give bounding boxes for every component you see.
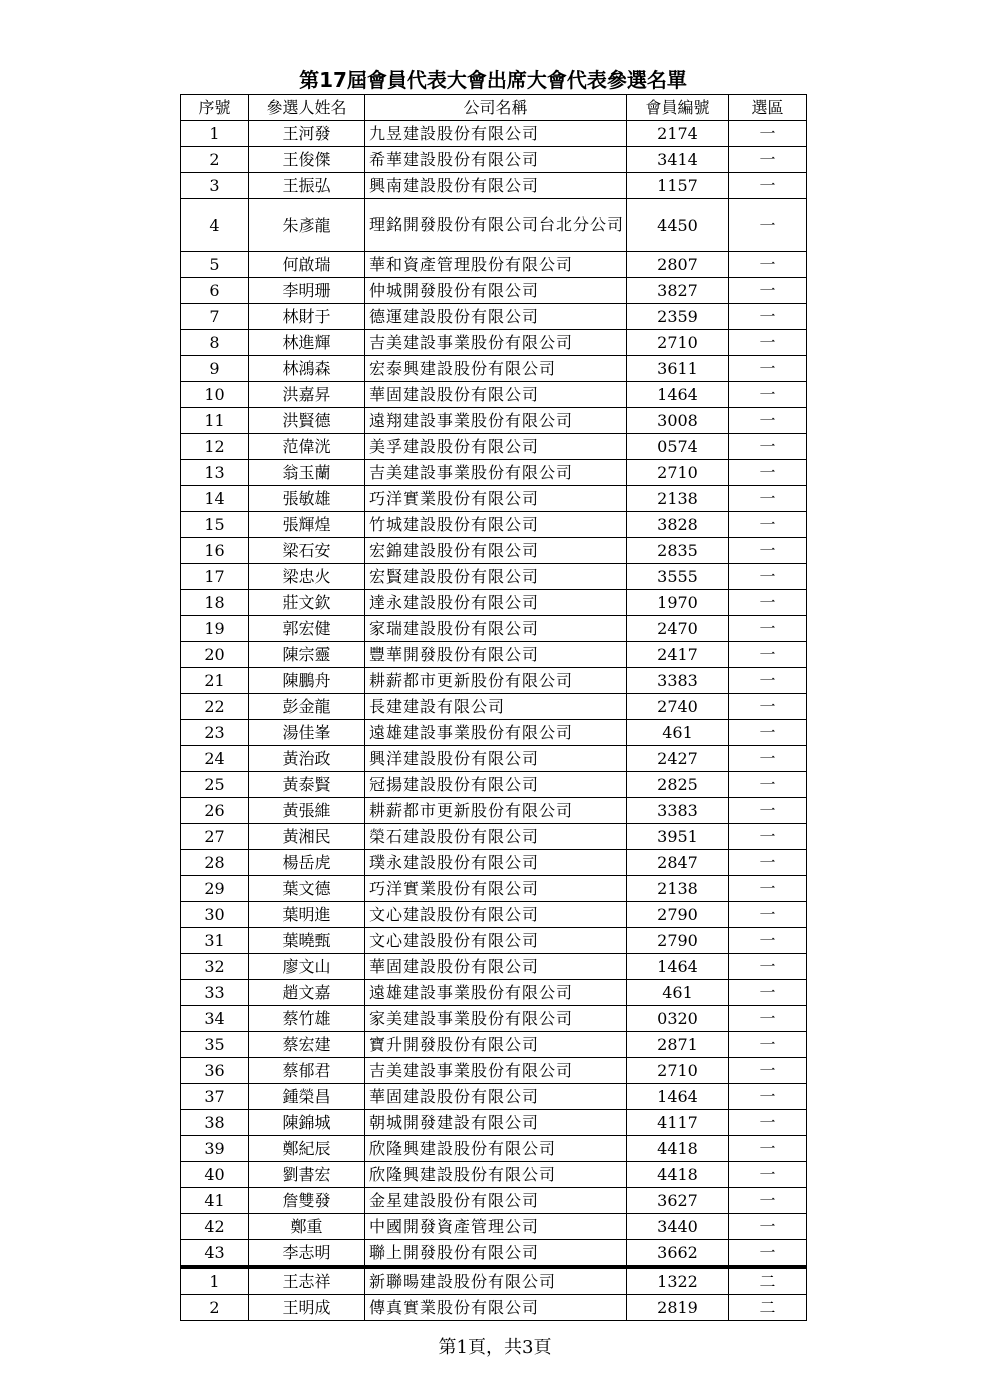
row-seq: 42 xyxy=(181,1214,249,1240)
member-number: 461 xyxy=(627,980,729,1006)
member-number: 4117 xyxy=(627,1110,729,1136)
candidate-name: 翁玉蘭 xyxy=(249,460,365,486)
table-row xyxy=(181,460,807,486)
company-name: 璞永建設股份有限公司 xyxy=(365,850,627,876)
candidate-name: 張敏雄 xyxy=(249,486,365,512)
candidate-name: 林鴻森 xyxy=(249,356,365,382)
row-seq: 8 xyxy=(181,330,249,356)
company-name: 德運建設股份有限公司 xyxy=(365,304,627,330)
company-name: 中國開發資產管理公司 xyxy=(365,1214,627,1240)
company-name: 遠雄建設事業股份有限公司 xyxy=(365,720,627,746)
candidate-name: 蔡郁君 xyxy=(249,1058,365,1084)
member-number: 461 xyxy=(627,720,729,746)
row-seq: 29 xyxy=(181,876,249,902)
table-body xyxy=(181,121,807,1321)
district: 一 xyxy=(729,1006,807,1032)
row-seq: 32 xyxy=(181,954,249,980)
company-name: 遠雄建設事業股份有限公司 xyxy=(365,980,627,1006)
row-seq: 16 xyxy=(181,538,249,564)
member-number: 3827 xyxy=(627,278,729,304)
candidate-name: 黃張維 xyxy=(249,798,365,824)
candidate-name: 林進輝 xyxy=(249,330,365,356)
candidate-name: 蔡宏建 xyxy=(249,1032,365,1058)
table-row xyxy=(181,876,807,902)
district: 一 xyxy=(729,668,807,694)
district: 一 xyxy=(729,564,807,590)
district: 一 xyxy=(729,382,807,408)
company-name: 巧洋實業股份有限公司 xyxy=(365,876,627,902)
row-seq: 31 xyxy=(181,928,249,954)
member-number: 1464 xyxy=(627,954,729,980)
candidate-name: 黃治政 xyxy=(249,746,365,772)
candidate-name: 葉明進 xyxy=(249,902,365,928)
table-row xyxy=(181,304,807,330)
district: 一 xyxy=(729,590,807,616)
candidate-name: 陳鵬舟 xyxy=(249,668,365,694)
member-number: 3414 xyxy=(627,147,729,173)
row-seq: 14 xyxy=(181,486,249,512)
row-seq: 35 xyxy=(181,1032,249,1058)
candidate-table xyxy=(180,94,807,1321)
company-name: 達永建設股份有限公司 xyxy=(365,590,627,616)
district: 二 xyxy=(729,1295,807,1321)
row-seq: 21 xyxy=(181,668,249,694)
row-seq: 37 xyxy=(181,1084,249,1110)
member-number: 3440 xyxy=(627,1214,729,1240)
member-number: 2790 xyxy=(627,928,729,954)
table-row xyxy=(181,1032,807,1058)
row-seq: 9 xyxy=(181,356,249,382)
company-name: 吉美建設事業股份有限公司 xyxy=(365,330,627,356)
table-row xyxy=(181,694,807,720)
row-seq: 18 xyxy=(181,590,249,616)
district: 一 xyxy=(729,616,807,642)
district: 一 xyxy=(729,173,807,199)
header-district: 選區 xyxy=(729,95,807,121)
company-name: 朝城開發建設有限公司 xyxy=(365,1110,627,1136)
member-number: 2819 xyxy=(627,1295,729,1321)
table-row xyxy=(181,147,807,173)
district: 一 xyxy=(729,798,807,824)
table-row xyxy=(181,278,807,304)
table-row xyxy=(181,902,807,928)
candidate-name: 鄭紀辰 xyxy=(249,1136,365,1162)
company-name: 遠翔建設事業股份有限公司 xyxy=(365,408,627,434)
member-number: 3627 xyxy=(627,1188,729,1214)
district: 一 xyxy=(729,199,807,252)
row-seq: 33 xyxy=(181,980,249,1006)
company-name: 榮石建設股份有限公司 xyxy=(365,824,627,850)
candidate-name: 何啟瑞 xyxy=(249,252,365,278)
row-seq: 40 xyxy=(181,1162,249,1188)
row-seq: 1 xyxy=(181,121,249,147)
candidate-name: 黃湘民 xyxy=(249,824,365,850)
district: 一 xyxy=(729,1188,807,1214)
member-number: 4418 xyxy=(627,1162,729,1188)
district: 一 xyxy=(729,252,807,278)
company-name: 耕薪都市更新股份有限公司 xyxy=(365,668,627,694)
row-seq: 11 xyxy=(181,408,249,434)
candidate-name: 楊岳虎 xyxy=(249,850,365,876)
row-seq: 17 xyxy=(181,564,249,590)
district: 一 xyxy=(729,954,807,980)
company-name: 竹城建設股份有限公司 xyxy=(365,512,627,538)
candidate-name: 林財于 xyxy=(249,304,365,330)
district: 一 xyxy=(729,486,807,512)
table-row xyxy=(181,512,807,538)
member-number: 3951 xyxy=(627,824,729,850)
district: 一 xyxy=(729,460,807,486)
member-number: 1970 xyxy=(627,590,729,616)
member-number: 2710 xyxy=(627,1058,729,1084)
member-number: 1464 xyxy=(627,382,729,408)
company-name: 理銘開發股份有限公司台北分公司 xyxy=(365,199,627,252)
member-number: 2417 xyxy=(627,642,729,668)
candidate-name: 王河發 xyxy=(249,121,365,147)
company-name: 宏錦建設股份有限公司 xyxy=(365,538,627,564)
table-row xyxy=(181,1267,807,1295)
table-row xyxy=(181,356,807,382)
district: 一 xyxy=(729,928,807,954)
member-number: 3828 xyxy=(627,512,729,538)
table-row xyxy=(181,1006,807,1032)
company-name: 豐華開發股份有限公司 xyxy=(365,642,627,668)
district: 一 xyxy=(729,434,807,460)
candidate-name: 鍾榮昌 xyxy=(249,1084,365,1110)
row-seq: 15 xyxy=(181,512,249,538)
district: 一 xyxy=(729,1214,807,1240)
row-seq: 5 xyxy=(181,252,249,278)
district: 一 xyxy=(729,512,807,538)
company-name: 華和資產管理股份有限公司 xyxy=(365,252,627,278)
row-seq: 38 xyxy=(181,1110,249,1136)
company-name: 欣隆興建設股份有限公司 xyxy=(365,1136,627,1162)
header-candidate-name: 參選人姓名 xyxy=(249,95,365,121)
member-number: 2807 xyxy=(627,252,729,278)
member-number: 3555 xyxy=(627,564,729,590)
row-seq: 41 xyxy=(181,1188,249,1214)
company-name: 宏泰興建設股份有限公司 xyxy=(365,356,627,382)
company-name: 宏賢建設股份有限公司 xyxy=(365,564,627,590)
company-name: 冠揚建設股份有限公司 xyxy=(365,772,627,798)
district: 一 xyxy=(729,408,807,434)
district: 一 xyxy=(729,694,807,720)
candidate-name: 廖文山 xyxy=(249,954,365,980)
company-name: 文心建設股份有限公司 xyxy=(365,902,627,928)
header-company-name: 公司名稱 xyxy=(365,95,627,121)
table-row xyxy=(181,1058,807,1084)
row-seq: 7 xyxy=(181,304,249,330)
company-name: 文心建設股份有限公司 xyxy=(365,928,627,954)
table-row xyxy=(181,798,807,824)
district: 一 xyxy=(729,330,807,356)
table-row xyxy=(181,980,807,1006)
member-number: 2138 xyxy=(627,876,729,902)
table-row xyxy=(181,772,807,798)
company-name: 聯上開發股份有限公司 xyxy=(365,1240,627,1268)
member-number: 2174 xyxy=(627,121,729,147)
table-row xyxy=(181,252,807,278)
table-row xyxy=(181,746,807,772)
district: 一 xyxy=(729,876,807,902)
table-row xyxy=(181,564,807,590)
row-seq: 4 xyxy=(181,199,249,252)
company-name: 金星建設股份有限公司 xyxy=(365,1188,627,1214)
district: 一 xyxy=(729,850,807,876)
company-name: 家美建設事業股份有限公司 xyxy=(365,1006,627,1032)
row-seq: 2 xyxy=(181,1295,249,1321)
district: 一 xyxy=(729,902,807,928)
row-seq: 30 xyxy=(181,902,249,928)
table-row xyxy=(181,720,807,746)
row-seq: 12 xyxy=(181,434,249,460)
candidate-name: 洪賢德 xyxy=(249,408,365,434)
table-row xyxy=(181,1162,807,1188)
member-number: 2871 xyxy=(627,1032,729,1058)
member-number: 2825 xyxy=(627,772,729,798)
district: 一 xyxy=(729,147,807,173)
page-number: 第1頁，共3頁 xyxy=(438,1337,552,1358)
district: 一 xyxy=(729,746,807,772)
candidate-name: 郭宏健 xyxy=(249,616,365,642)
member-number: 2835 xyxy=(627,538,729,564)
district: 一 xyxy=(729,1110,807,1136)
member-number: 3383 xyxy=(627,668,729,694)
company-name: 吉美建設事業股份有限公司 xyxy=(365,460,627,486)
table-row xyxy=(181,408,807,434)
member-number: 1464 xyxy=(627,1084,729,1110)
candidate-name: 黃泰賢 xyxy=(249,772,365,798)
row-seq: 3 xyxy=(181,173,249,199)
district: 一 xyxy=(729,1084,807,1110)
candidate-name: 陳宗靈 xyxy=(249,642,365,668)
district: 一 xyxy=(729,1162,807,1188)
row-seq: 27 xyxy=(181,824,249,850)
district: 一 xyxy=(729,1240,807,1268)
table-row xyxy=(181,173,807,199)
company-name: 寶升開發股份有限公司 xyxy=(365,1032,627,1058)
table-row xyxy=(181,382,807,408)
member-number: 1322 xyxy=(627,1267,729,1295)
candidate-name: 李志明 xyxy=(249,1240,365,1268)
candidate-name: 王振弘 xyxy=(249,173,365,199)
candidate-name: 湯佳峯 xyxy=(249,720,365,746)
row-seq: 22 xyxy=(181,694,249,720)
company-name: 欣隆興建設股份有限公司 xyxy=(365,1162,627,1188)
member-number: 2710 xyxy=(627,330,729,356)
member-number: 2427 xyxy=(627,746,729,772)
member-number: 3662 xyxy=(627,1240,729,1268)
row-seq: 25 xyxy=(181,772,249,798)
company-name: 長建建設有限公司 xyxy=(365,694,627,720)
district: 一 xyxy=(729,121,807,147)
member-number: 2710 xyxy=(627,460,729,486)
member-number: 0320 xyxy=(627,1006,729,1032)
candidate-name: 葉文德 xyxy=(249,876,365,902)
table-row xyxy=(181,199,807,252)
table-row xyxy=(181,642,807,668)
row-seq: 43 xyxy=(181,1240,249,1268)
candidate-name: 梁石安 xyxy=(249,538,365,564)
table-row xyxy=(181,954,807,980)
district: 一 xyxy=(729,720,807,746)
table-row xyxy=(181,1188,807,1214)
district: 一 xyxy=(729,304,807,330)
table-row xyxy=(181,824,807,850)
company-name: 美孚建設股份有限公司 xyxy=(365,434,627,460)
member-number: 3383 xyxy=(627,798,729,824)
row-seq: 1 xyxy=(181,1267,249,1295)
table-row xyxy=(181,850,807,876)
member-number: 2359 xyxy=(627,304,729,330)
district: 一 xyxy=(729,538,807,564)
company-name: 興南建設股份有限公司 xyxy=(365,173,627,199)
member-number: 2847 xyxy=(627,850,729,876)
candidate-name: 王志祥 xyxy=(249,1267,365,1295)
candidate-name: 李明珊 xyxy=(249,278,365,304)
district: 一 xyxy=(729,642,807,668)
table-row xyxy=(181,590,807,616)
row-seq: 39 xyxy=(181,1136,249,1162)
row-seq: 2 xyxy=(181,147,249,173)
table-row xyxy=(181,928,807,954)
candidate-name: 梁忠火 xyxy=(249,564,365,590)
row-seq: 26 xyxy=(181,798,249,824)
row-seq: 20 xyxy=(181,642,249,668)
table-row xyxy=(181,121,807,147)
district: 一 xyxy=(729,980,807,1006)
member-number: 2138 xyxy=(627,486,729,512)
company-name: 家瑞建設股份有限公司 xyxy=(365,616,627,642)
table-row xyxy=(181,1084,807,1110)
candidate-name: 趙文嘉 xyxy=(249,980,365,1006)
company-name: 耕薪都市更新股份有限公司 xyxy=(365,798,627,824)
member-number: 1157 xyxy=(627,173,729,199)
district: 一 xyxy=(729,278,807,304)
candidate-name: 陳錦城 xyxy=(249,1110,365,1136)
row-seq: 13 xyxy=(181,460,249,486)
candidate-name: 洪嘉昇 xyxy=(249,382,365,408)
member-number: 4418 xyxy=(627,1136,729,1162)
company-name: 巧洋實業股份有限公司 xyxy=(365,486,627,512)
table-row xyxy=(181,1136,807,1162)
row-seq: 34 xyxy=(181,1006,249,1032)
company-name: 九昱建設股份有限公司 xyxy=(365,121,627,147)
candidate-name: 葉曉甄 xyxy=(249,928,365,954)
company-name: 新聯暘建設股份有限公司 xyxy=(365,1267,627,1295)
member-number: 4450 xyxy=(627,199,729,252)
member-number: 2790 xyxy=(627,902,729,928)
table-row xyxy=(181,1295,807,1321)
table-row xyxy=(181,1240,807,1268)
table-row xyxy=(181,434,807,460)
table-row xyxy=(181,1214,807,1240)
district: 一 xyxy=(729,1032,807,1058)
row-seq: 6 xyxy=(181,278,249,304)
member-number: 2470 xyxy=(627,616,729,642)
company-name: 華固建設股份有限公司 xyxy=(365,954,627,980)
company-name: 傳真實業股份有限公司 xyxy=(365,1295,627,1321)
company-name: 仲城開發股份有限公司 xyxy=(365,278,627,304)
company-name: 華固建設股份有限公司 xyxy=(365,1084,627,1110)
member-number: 2740 xyxy=(627,694,729,720)
row-seq: 28 xyxy=(181,850,249,876)
candidate-name: 王俊傑 xyxy=(249,147,365,173)
table-row xyxy=(181,1110,807,1136)
company-name: 希華建設股份有限公司 xyxy=(365,147,627,173)
header-seq: 序號 xyxy=(181,95,249,121)
row-seq: 24 xyxy=(181,746,249,772)
candidate-name: 朱彥龍 xyxy=(249,199,365,252)
member-number: 3611 xyxy=(627,356,729,382)
row-seq: 19 xyxy=(181,616,249,642)
candidate-name: 莊文欽 xyxy=(249,590,365,616)
candidate-name: 詹雙發 xyxy=(249,1188,365,1214)
district: 二 xyxy=(729,1267,807,1295)
candidate-name: 彭金龍 xyxy=(249,694,365,720)
district: 一 xyxy=(729,356,807,382)
company-name: 華固建設股份有限公司 xyxy=(365,382,627,408)
district: 一 xyxy=(729,1136,807,1162)
candidate-name: 范偉洸 xyxy=(249,434,365,460)
member-number: 0574 xyxy=(627,434,729,460)
table-row xyxy=(181,486,807,512)
candidate-name: 鄭重 xyxy=(249,1214,365,1240)
candidate-name: 蔡竹雄 xyxy=(249,1006,365,1032)
row-seq: 36 xyxy=(181,1058,249,1084)
table-row xyxy=(181,538,807,564)
table-row xyxy=(181,330,807,356)
company-name: 吉美建設事業股份有限公司 xyxy=(365,1058,627,1084)
row-seq: 10 xyxy=(181,382,249,408)
district: 一 xyxy=(729,824,807,850)
header-member-number: 會員編號 xyxy=(627,95,729,121)
district: 一 xyxy=(729,772,807,798)
table-row xyxy=(181,668,807,694)
page-title: 第17屆會員代表大會出席大會代表參選名單 xyxy=(299,68,687,92)
row-seq: 23 xyxy=(181,720,249,746)
candidate-name: 王明成 xyxy=(249,1295,365,1321)
member-number: 3008 xyxy=(627,408,729,434)
company-name: 興洋建設股份有限公司 xyxy=(365,746,627,772)
table-row xyxy=(181,616,807,642)
table-header-row xyxy=(181,95,807,121)
candidate-name: 張輝煌 xyxy=(249,512,365,538)
district: 一 xyxy=(729,1058,807,1084)
candidate-name: 劉書宏 xyxy=(249,1162,365,1188)
